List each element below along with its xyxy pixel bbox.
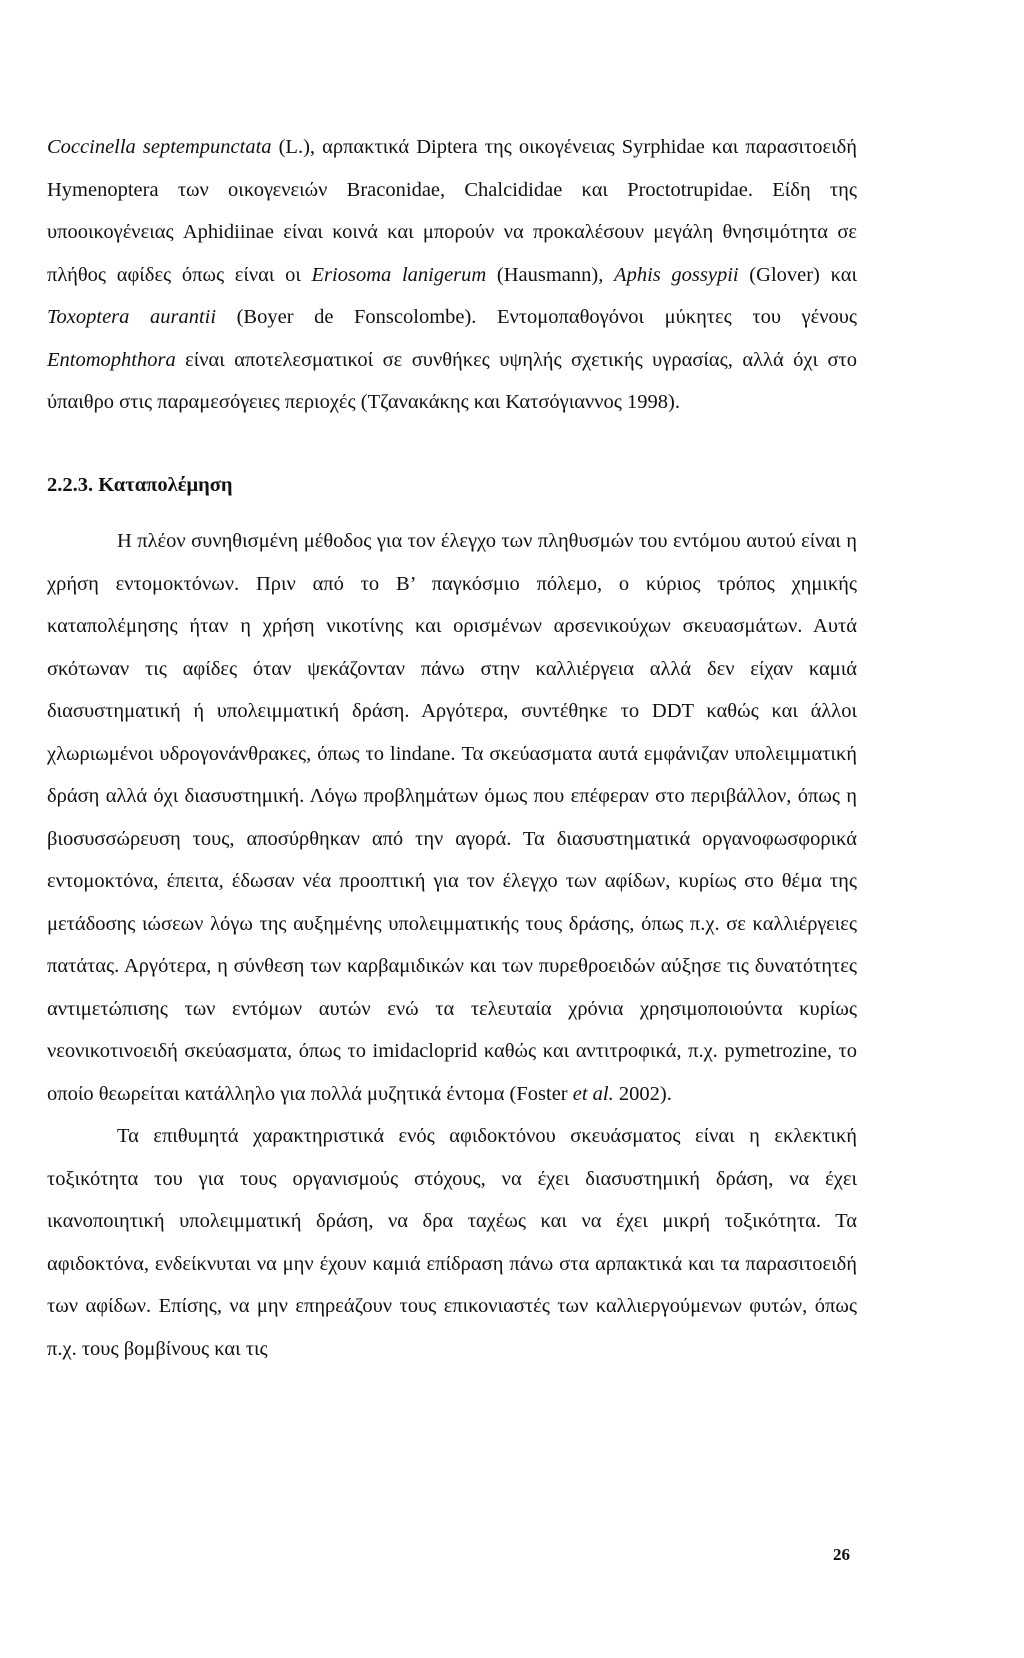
italic-term: Coccinella septempunctata bbox=[47, 136, 272, 158]
document-page bbox=[47, 126, 857, 1370]
text-run: (Glover) και bbox=[738, 263, 857, 286]
text-run: 2002). bbox=[613, 1082, 672, 1105]
text-run: (L.), αρπακτικά Diptera της οικογένειας Syrphidae και παρασιτοειδή Hymenoptera των οικογενειών Braconidae, Chalcididae και Proctotrupidae. Είδη της υποοικογένειας Aphidiinae είναι κοινά και μπορούν να προκαλέσουν μεγάλη θνησιμότητα σε πλήθος αφίδες όπως είναι οι bbox=[47, 136, 857, 286]
italic-term: Toxoptera aurantii bbox=[47, 306, 217, 328]
section-heading: 2.2.3. Καταπολέμηση bbox=[47, 473, 233, 496]
page-number: 26 bbox=[833, 1545, 850, 1564]
text-run: είναι αποτελεσματικοί σε συνθήκες υψηλής σχετικής υγρασίας, αλλά όχι στο ύπαιθρο στις παραμεσόγειες περιοχές (Τζανακάκης και Κατσόγιαννος 1998). bbox=[47, 348, 857, 413]
italic-term: Eriosoma lanigerum bbox=[311, 263, 487, 286]
paragraph-2 bbox=[47, 520, 857, 1115]
paragraph-3 bbox=[47, 1115, 857, 1370]
italic-term: et al. bbox=[572, 1082, 614, 1105]
text-run: (Hausmann), bbox=[486, 263, 615, 286]
text-run: (Boyer de Fonscolombe). Εντομοπαθογόνοι μύκητες του γένους bbox=[216, 306, 857, 328]
text-run: Τα επιθυμητά χαρακτηριστικά ενός αφιδοκτόνου σκευάσματος είναι η εκλεκτική τοξικότητα του για τους οργανισμούς στόχους, να έχει διασυστημική δράση, να έχει ικανοποιητική υπολειμματική δράση, να δρα ταχέως και να έχει μικρή τοξικότητα. Τα αφιδοκτόνα, ενδείκνυται να μην έχουν καμιά επίδραση πάνω στα αρπακτικά και τα παρασιτοειδή των αφίδων. Επίσης, να μην επηρεάζουν τους επικονιαστές των καλλιεργούμενων φυτών, όπως π.χ. τους βομβίνους και τις bbox=[47, 1125, 857, 1360]
paragraph-1 bbox=[47, 126, 857, 424]
italic-term: Aphis gossypii bbox=[614, 263, 739, 286]
text-run: Η πλέον συνηθισμένη μέθοδος για τον έλεγχο των πληθυσμών του εντόμου αυτού είναι η χρήση εντομοκτόνων. Πριν από το Β’ παγκόσμιο πόλεμο, ο κύριος τρόπος χημικής καταπολέμησης ήταν η χρήση νικοτίνης και ορισμένων αρσενικούχων σκευασμάτων. Αυτά σκότωναν τις αφίδες όταν ψεκάζονταν πάνω στην καλλιέργεια αλλά δεν είχαν καμιά διασυστηματική ή υπολειμματική δράση. Αργότερα, συντέθηκε το DDT καθώς και άλλοι χλωριωμένοι υδρογονάνθρακες, όπως το lindane. Τα σκεύασματα αυτά εμφάνιζαν υπολειμματική δράση αλλά όχι διασυστημική. Λόγω προβλημάτων όμως που επέφεραν στο περιβάλλον, όπως η βιοσυσσώρευση τους, αποσύρθηκαν από την αγορά. Τα διασυστηματικά οργανοφωσφορικά εντομοκτόνα, έπειτα, έδωσαν νέα προοπτική για τον έλεγχο των αφίδων, κυρίως στο θέμα της μετάδοσης ιώσεων λόγω της αυξημένης υπολειμματικής τους δράσης, όπως π.χ. σε καλλιέργειες πατάτας. Αργότερα, η σύνθεση των καρβαμιδικών και των πυρεθροειδών αύξησε τις δυνατότητες αντιμετώπισης των εντόμων αυτών ενώ τα τελευταία χρόνια χρησιμοποιούντα κυρίως νεονικοτινοειδή σκεύασματα, όπως το imidacloprid καθώς και αντιτροφικά, π.χ. pymetrozine, το οποίο θεωρείται κατάλληλο για πολλά μυζητικά έντομα (Foster bbox=[47, 530, 857, 1105]
italic-term: Entomophthora bbox=[47, 348, 176, 371]
